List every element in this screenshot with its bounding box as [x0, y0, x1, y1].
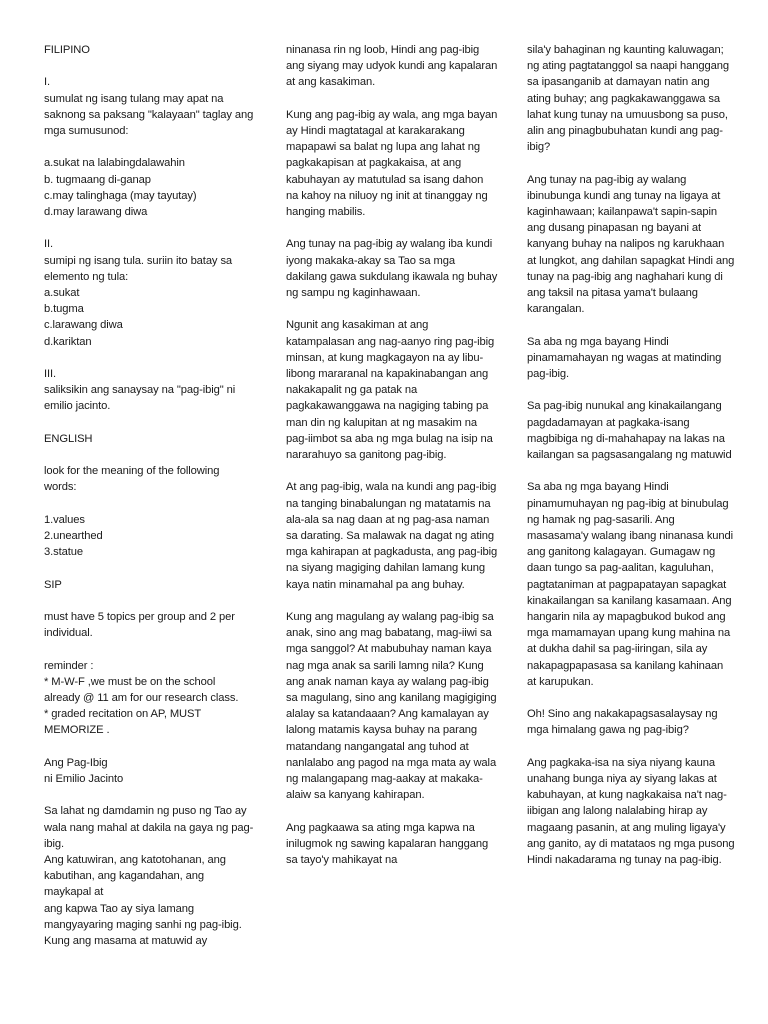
- paragraph: look for the meaning of the following words:: [44, 465, 220, 494]
- paragraph: Kung ang magulang ay walang pag-ibig sa anak, sino ang mag babatang, mag-iiwi sa mga sanggol? At mabubuhay naman kaya nag mga anak sa sarili lamng nila? Kung ang anak naman kaya ay walang pag-ibig sa magulang, sino ang kanilang magigiging alalay sa katandaaan? Ang kamalayan ay lalong matamis kaysa buhay na parang matandang nangangatal ang tuhod at nanlalabo ang pagod na mga mata ay wala ng malangapang mag-aakay at makaka-alaiw sa kanyang kahirapan.: [286, 611, 497, 802]
- paragraph: Ang pagkaawa sa ating mga kapwa na inilugmok ng sawing kapalaran hanggang sa tayo'y mahikayat na: [286, 821, 489, 867]
- paragraph: Ang pagkaka-isa na siya niyang kauna unahang bunga niya ay siyang lakas at kabuhayan, at kung nagkakaisa na't nag-iibigan ang lalong nalalabing hirap ay magaang pasanin, at ang muling ligaya'y ang ganito, ay di matataos ng mga pusong Hindi nakadarama ng tunay na pag-ibig.: [527, 756, 735, 867]
- paragraph: Ang tunay na pag-ibig ay walang iba kundi iyong makaka-akay sa Tao sa mga dakilang gawa sukdulang ikawala ng buhay ng sampu ng kaginhawaan.: [286, 238, 498, 300]
- paragraph: must have 5 topics per group and 2 per individual.: [44, 610, 235, 640]
- paragraph: 1.values 2.unearthed 3.statue: [44, 513, 103, 559]
- paragraph: a.sukat na lalabingdalawahin b. tugmaang di-ganap c.may talinghaga (may tayutay) d.may larawang diwa: [44, 157, 197, 218]
- text-column-left: [44, 42, 254, 965]
- paragraph: Ang tunay na pag-ibig ay walang ibinubunga kundi ang tunay na ligaya at kaginhawaan; kailanpawa't sapin-sapin ang dusang pinapasan ng bayani at kanyang buhay na nalipos ng karukhaan at lungkot, ang dahilan sapagkat Hindi ang tunay na pag-ibig ang naghahari kung di ang taksil na pitasa yama't bulaang karangalan.: [527, 173, 735, 316]
- paragraph: Sa lahat ng damdamin ng puso ng Tao ay wala nang mahal at dakila na gaya ng pag-ibig. Ang katuwiran, ang katotohanan, ang kabutihan, ang kagandahan, ang maykapal at ang kapwa Tao ay siya lamang mangyayaring maging sanhi ng pag-ibig. Kung ang masama at matuwid ay: [44, 805, 254, 947]
- paragraph: I. sumulat ng isang tulang may apat na saknong sa paksang "kalayaan" taglay ang mga sumusunod:: [44, 76, 254, 137]
- paragraph: Sa pag-ibig nunukal ang kinakailangang pagdadamayan at pagkaka-isang magbibiga ng di-mahahapay na lakas na kailangan sa pagsasangalang ng matuwid: [527, 400, 732, 462]
- paragraph: II. sumipi ng isang tula. suriin ito batay sa elemento ng tula: a.sukat b.tugma c.larawang diwa d.kariktan: [44, 238, 233, 348]
- paragraph: Oh! Sino ang nakakapagsasalaysay ng mga himalang gawa ng pag-ibig?: [527, 708, 718, 737]
- paragraph: At ang pag-ibig, wala na kundi ang pag-ibig na tanging binabalungan ng matatamis na ala-ala sa nag daan at ng pag-asa naman sa darating. Sa malawak na dagat ng ating mga kahirapan at pagkadusta, ang pag-ibig na siyang magiging dahilan lamang kung kaya natin minamahal pa ang buhay.: [286, 481, 498, 591]
- paragraph: SIP: [44, 578, 62, 591]
- paragraph: ENGLISH: [44, 432, 93, 445]
- paragraph: sila'y bahaginan ng kaunting kaluwagan; ng ating pagtatanggol sa naapi hanggang sa ipasanganib at damayan natin ang ating buhay; ang pagkakawanggawa sa lahat kung tunay na umuusbong sa puso, alin ang pinagbubuhatan kundi ang pag-ibig?: [527, 44, 730, 154]
- paragraph: III. saliksikin ang sanaysay na "pag-ibig" ni emilio jacinto.: [44, 368, 236, 413]
- paragraph: Kung ang pag-ibig ay wala, ang mga bayan ay Hindi magtatagal at karakarakang mapapawi sa balat ng lupa ang lahat ng pagkakapisan at pagkakaisa, at ang kabuhayan ay matutulad sa isang dahon na kahoy na niluoy ng init at tinanggay ng hanging mabilis.: [286, 108, 498, 219]
- text-column-middle: [286, 42, 498, 884]
- paragraph: reminder : * M-W-F ,we must be on the school already @ 11 am for our research class. * graded recitation on AP, MUST MEMORIZE .: [44, 659, 239, 737]
- paragraph: Ngunit ang kasakiman at ang katampalasan ang nag-aanyo ring pag-ibig minsan, at kung magkagayon na ay libu-libong mararanal na kapakinabangan ang nakakapalit ng ga patak na pagkakawanggawa na nagiging tabing pa man din ng kalupitan at ng masakim na pag-iimbot sa aba ng mga bulag na isip na nararahuyo sa ganitong pag-ibig.: [286, 319, 495, 462]
- paragraph: ninanasa rin ng loob, Hindi ang pag-ibig ang siyang may udyok kundi ang kapalaran at ang kasakiman.: [286, 44, 498, 89]
- text-column-right: [527, 42, 735, 884]
- paragraph: Sa aba ng mga bayang Hindi pinamamahayan ng wagas at matinding pag-ibig.: [527, 335, 722, 381]
- paragraph: Ang Pag-Ibig ni Emilio Jacinto: [44, 756, 124, 785]
- paragraph: FILIPINO: [44, 44, 90, 56]
- paragraph: Sa aba ng mga bayang Hindi pinamumuhayan ng pag-ibig at binubulag ng hamak ng pag-sasarili. Ang masasama'y walang ibang ninanasa kundi ang ganitong kalagayan. Gumagaw ng daan tungo sa pag-aalitan, kaguluhan, pagtataniman at pagpapatayan sapagkat kinakailangan sa kanilang kasamaan. Ang hangarin nila ay mapagbukod bukod ang mga mamamayan upang kung mahina na at dukha dahil sa pag-iiringan, sila ay nakapagpapasasa sa kanilang kahinaan at karupukan.: [527, 481, 734, 688]
